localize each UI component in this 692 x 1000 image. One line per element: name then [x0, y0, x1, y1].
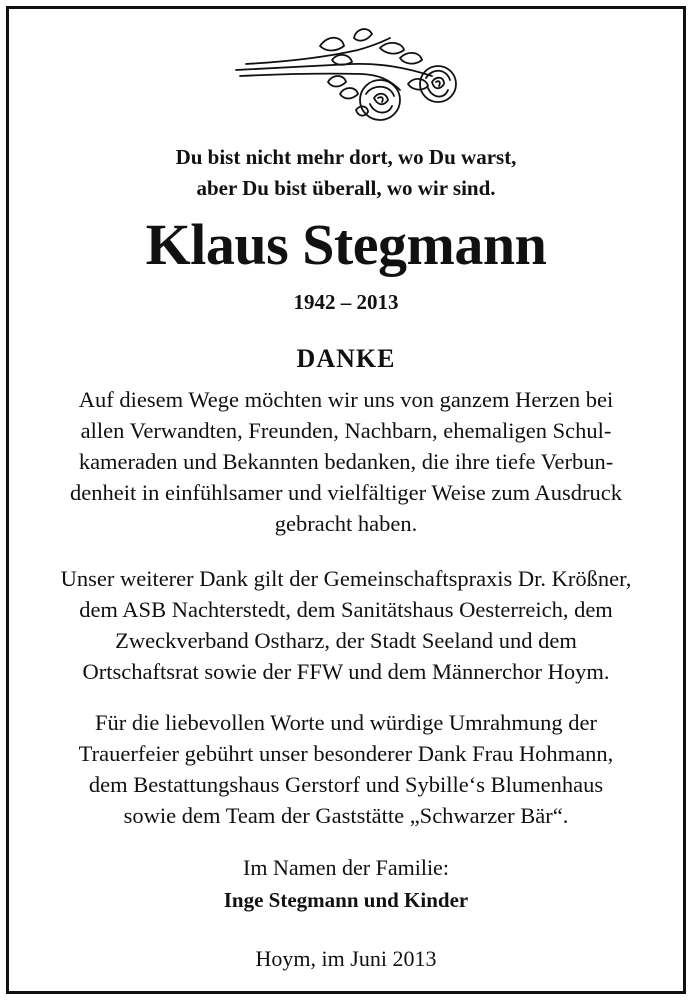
paragraph-line: sowie dem Team der Gaststätte „Schwarzer Bär“. [123, 803, 569, 828]
signer-name: Inge Stegmann und Kinder [223, 888, 469, 912]
paragraph-line: Unser weiterer Dank gilt der Gemeinschaftspraxis Dr. Krößner, [60, 566, 632, 591]
paragraph-line: gebracht haben. [274, 511, 418, 536]
roses-icon [232, 24, 464, 128]
closing-line: Im Namen der Familie: [243, 855, 449, 880]
paragraph-line: kameraden und Bekannten bedanken, die ihre tiefe Verbun- [78, 449, 614, 474]
thanks-paragraph-2 [0, 563, 692, 687]
paragraph-line: Ortschaftsrat sowie der FFW und dem Männerchor Hoym. [82, 659, 610, 684]
paragraph-line: denheit in einfühlsamer und vielfältiger Weise zum Ausdruck [70, 480, 622, 505]
deceased-name: Klaus Stegmann [145, 212, 547, 277]
paragraph-line: Trauerfeier gebührt unser besonderer Dank Frau Hohmann, [78, 741, 614, 766]
paragraph-line: Auf diesem Wege möchten wir uns von ganzem Herzen bei [78, 387, 614, 412]
memorial-quote [0, 142, 692, 204]
quote-line: aber Du bist überall, wo wir sind. [196, 176, 496, 200]
place-date: Hoym, im Juni 2013 [255, 946, 437, 971]
paragraph-line: dem ASB Nachterstedt, dem Sanitätshaus Oesterreich, dem [79, 597, 613, 622]
quote-line: Du bist nicht mehr dort, wo Du warst, [175, 145, 517, 169]
thanks-paragraph-1 [0, 384, 692, 539]
thanks-paragraph-3 [0, 707, 692, 831]
paragraph-line: dem Bestattungshaus Gerstorf und Sybille‘s Blumenhaus [88, 772, 604, 797]
paragraph-line: Für die liebevollen Worte und würdige Umrahmung der [94, 710, 598, 735]
life-years: 1942 – 2013 [293, 290, 399, 314]
paragraph-line: allen Verwandten, Freunden, Nachbarn, ehemaligen Schul- [80, 418, 612, 443]
thanks-heading: DANKE [296, 344, 396, 373]
paragraph-line: Zweckverband Ostharz, der Stadt Seeland und dem [115, 628, 577, 653]
